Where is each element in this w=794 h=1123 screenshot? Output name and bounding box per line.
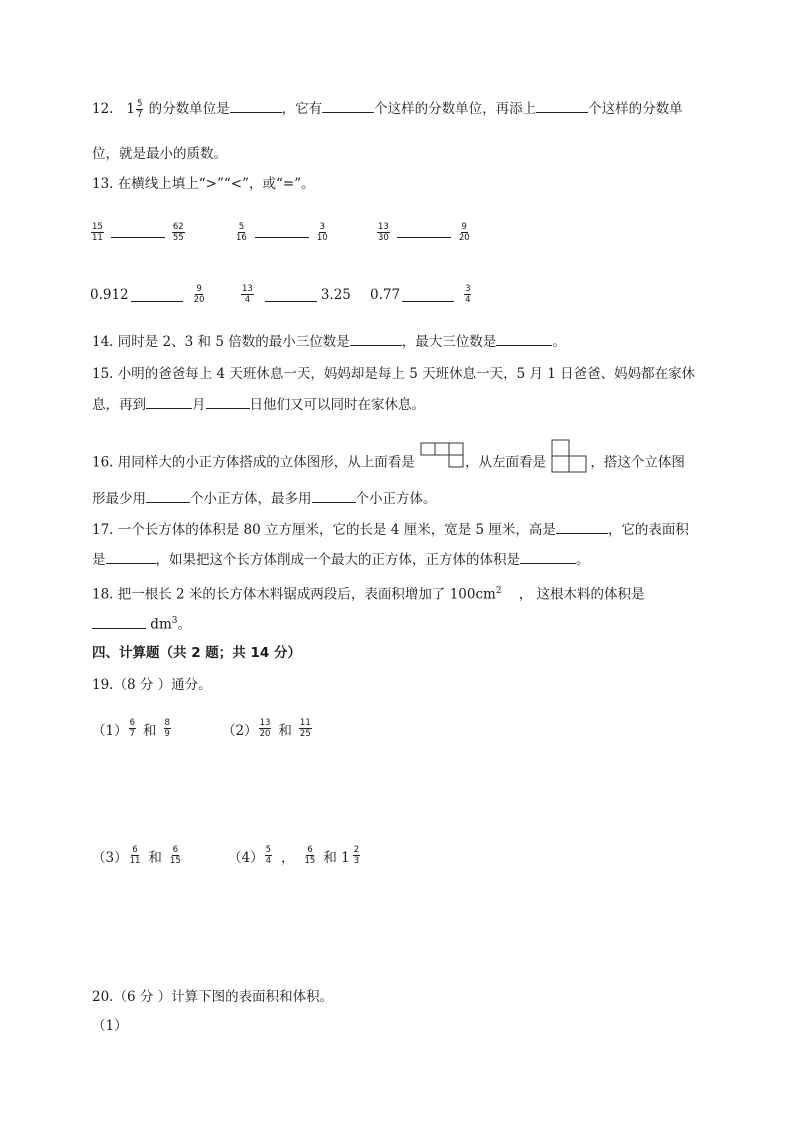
answer-blank[interactable] (402, 287, 454, 302)
answer-blank[interactable] (206, 394, 250, 409)
q20-title: 20.（6 分 ）计算下图的表面积和体积。 (92, 989, 334, 1005)
answer-blank[interactable] (265, 287, 317, 302)
q12-line1: 12. 1 $\frac{5}{7}$ 的分数单位是 ，它有 个这样的分数单位，再添上 个这样的分数单 (92, 99, 683, 120)
q17-line1: 17. 一个长方体的体积是 80 立方厘米，它的长是 4 厘米，宽是 5 厘米，高是 ，它的表面积 (92, 519, 689, 540)
comparison-item: $\frac{15}{11}$ $\frac{62}{55}$ (92, 222, 184, 243)
answer-blank[interactable] (397, 228, 451, 238)
answer-blank[interactable] (322, 98, 374, 113)
answer-blank[interactable] (520, 549, 576, 564)
mixed-number-fraction: $\frac{5}{7}$ (136, 99, 143, 120)
q13-title: 13. 在横线上填上“>”“<”，或“=”。 (92, 176, 315, 192)
mixed-number-whole: 1 (126, 101, 135, 117)
comparison-item: 0.912 $\frac{9}{20}$ (90, 284, 205, 305)
q15-line1: 15. 小明的爸爸每上 4 天班休息一天，妈妈却是每上 5 天班休息一天，5 月 1 日爸爸、妈妈都在家休 (92, 366, 696, 382)
comparison-item: 0.77 $\frac{3}{4}$ (370, 284, 471, 305)
answer-blank[interactable] (536, 98, 588, 113)
q18-line2: $dm^3$。 (92, 611, 191, 635)
answer-blank[interactable] (92, 614, 146, 629)
answer-blank[interactable] (131, 287, 183, 302)
q14-line: 14. 同时是 2、3 和 5 倍数的最小三位数是 ，最大三位数是 。 (92, 331, 566, 352)
q16-line1: 16. 用同样大的小正方体搭成的立体图形，从上面看是 ，从左面看是 ，搭这个立体图 (92, 438, 685, 488)
q20-sub1: （1） (92, 1018, 128, 1034)
answer-blank[interactable] (230, 98, 282, 113)
comparison-item: $\frac{13}{30}$ $\frac{9}{20}$ (378, 222, 470, 243)
answer-blank[interactable] (496, 331, 552, 346)
q12-line2: 位，就是最小的质数。 (92, 146, 227, 162)
q16-line2: 形最少用 个小正方体，最多用 个小正方体。 (92, 488, 437, 509)
answer-blank[interactable] (255, 228, 309, 238)
top-view-figure-icon (419, 441, 465, 485)
q19-part4: （4） $\frac{5}{4}$ ， $\frac{6}{15}$ 和 1 $\frac{2}{3}$ (228, 845, 360, 866)
answer-blank[interactable] (350, 331, 402, 346)
q19-part1: （1） $\frac{6}{7}$ 和 $\frac{8}{9}$ (92, 718, 170, 739)
answer-blank[interactable] (111, 228, 165, 238)
q18-line1: 18. 把一根长 2 米的长方体木料锯成两段后，表面积增加了 $100cm^2$ ， 这根木料的体积是 (92, 586, 645, 603)
comparison-item: $\frac{5}{16}$ $\frac{3}{10}$ (236, 222, 328, 243)
answer-blank[interactable] (146, 488, 190, 503)
left-view-figure-icon (550, 438, 590, 488)
answer-blank[interactable] (312, 488, 356, 503)
q19-part3: （3） $\frac{6}{11}$ 和 $\frac{6}{15}$ (92, 845, 181, 866)
q15-line2: 息，再到 月 日他们又可以同时在家休息。 (92, 394, 425, 415)
comparison-item: $\frac{13}{4}$ 3.25 (242, 284, 351, 305)
answer-blank[interactable] (146, 394, 192, 409)
answer-blank[interactable] (106, 549, 156, 564)
section-title: 四、计算题（共 2 题；共 14 分） (92, 645, 301, 661)
q17-line2: 是 ，如果把这个长方体削成一个最大的正方体，正方体的体积是 。 (92, 549, 590, 570)
answer-blank[interactable] (556, 519, 608, 534)
q19-title: 19.（8 分 ）通分。 (92, 677, 212, 693)
q19-part2: （2） $\frac{13}{20}$ 和 $\frac{11}{25}$ (222, 718, 311, 739)
